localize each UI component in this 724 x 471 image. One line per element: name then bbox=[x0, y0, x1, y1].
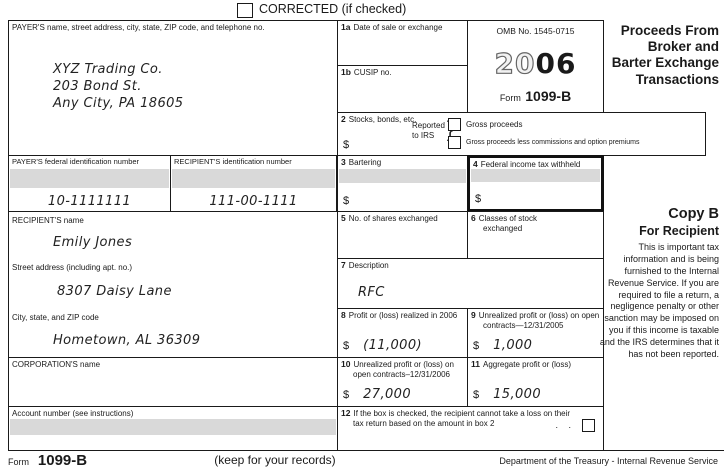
box-10-number: 10 bbox=[341, 359, 351, 369]
box-12-dots: . . bbox=[555, 420, 575, 430]
form-title-line3: Barter Exchange bbox=[611, 55, 719, 71]
box-6-label: Classes of stock exchanged bbox=[478, 214, 537, 233]
gross-proceeds-less-commissions-checkbox[interactable] bbox=[448, 136, 461, 149]
box-12-label: If the box is checked, the recipient cannot take a loss on their tax return based on the amount in box 2 bbox=[353, 409, 571, 428]
form-title-line1: Proceeds From bbox=[620, 23, 719, 38]
payer-city-value: Any City, PA 18605 bbox=[53, 96, 184, 111]
box-8-value: (11,000) bbox=[363, 338, 422, 353]
recipient-name-label: RECIPIENT'S name bbox=[12, 216, 84, 225]
box-3-label: Bartering bbox=[348, 158, 382, 167]
box-5-shares-exchanged bbox=[337, 211, 468, 259]
box-11-label: Aggregate profit or (loss) bbox=[483, 360, 572, 369]
payer-fed-id-shading bbox=[10, 169, 169, 188]
box-4-dollar-sign: $ bbox=[475, 193, 482, 205]
box-10-value: 27,000 bbox=[363, 387, 412, 402]
box-4-number: 4 bbox=[473, 159, 478, 169]
box-11-aggregate-profit bbox=[467, 357, 604, 407]
footer-keep-note: (keep for your records) bbox=[214, 453, 336, 467]
copy-b-subtitle: For Recipient bbox=[639, 224, 719, 238]
reported-line2: to IRS bbox=[412, 131, 435, 140]
box-6-number: 6 bbox=[471, 213, 476, 223]
box-7-value: RFC bbox=[358, 285, 385, 300]
recipient-id-box bbox=[170, 155, 337, 212]
box-7-label: Description bbox=[348, 261, 389, 270]
box-1b-label: CUSIP no. bbox=[353, 68, 392, 77]
copy-b-note: This is important tax information and is being furnished to the Internal Revenue Service. If you are required to file a return, a negligence penalty or other sanction may be imposed on you if this income is taxable and the IRS determines that it has not been reported. bbox=[599, 242, 719, 359]
box-2-dollar-sign: $ bbox=[343, 139, 350, 151]
box-1b-cusip bbox=[337, 65, 468, 114]
omb-number: OMB No. 1545-0715 bbox=[496, 26, 575, 36]
form-word: Form bbox=[499, 93, 521, 103]
payer-street-value: 203 Bond St. bbox=[53, 79, 142, 94]
copy-b-title: Copy B bbox=[668, 206, 719, 222]
box-1b-number: 1b bbox=[341, 67, 351, 77]
recipient-street-value: 8307 Daisy Lane bbox=[57, 284, 172, 299]
account-number-label: Account number (see instructions) bbox=[12, 409, 134, 418]
box-11-dollar-sign: $ bbox=[473, 389, 480, 401]
footer-department: Department of the Treasury - Internal Revenue Service bbox=[499, 456, 718, 466]
payer-fed-id-value: 10-1111111 bbox=[47, 194, 132, 209]
corrected-label: CORRECTED (if checked) bbox=[259, 2, 407, 16]
footer-form-id bbox=[8, 452, 87, 470]
box-9-dollar-sign: $ bbox=[473, 340, 480, 352]
box-5-number: 5 bbox=[341, 213, 346, 223]
form-number: 1099-B bbox=[525, 88, 572, 104]
recipient-street-label: Street address (including apt. no.) bbox=[12, 263, 133, 272]
box-10-label: Unrealized profit or (loss) on open contracts–12/31/2006 bbox=[353, 360, 454, 379]
payer-name-value: XYZ Trading Co. bbox=[53, 62, 163, 77]
box-5-label: No. of shares exchanged bbox=[348, 214, 438, 223]
gross-proceeds-label: Gross proceeds bbox=[466, 120, 523, 129]
recipient-name-value: Emily Jones bbox=[53, 235, 133, 250]
payer-fed-id-box bbox=[8, 155, 171, 212]
box-8-profit-realized bbox=[337, 308, 468, 358]
recipient-id-value: 111-00-1111 bbox=[209, 194, 298, 209]
box-11-number: 11 bbox=[471, 359, 480, 369]
reported-line1: Reported bbox=[412, 120, 445, 130]
form-title-line4: Transactions bbox=[635, 71, 719, 87]
form-title bbox=[579, 23, 719, 88]
box-4-label: Federal income tax withheld bbox=[480, 160, 581, 169]
footer-form-word: Form bbox=[8, 457, 29, 467]
recipient-block bbox=[8, 211, 338, 358]
box-7-number: 7 bbox=[341, 260, 346, 270]
box-11-value: 15,000 bbox=[493, 387, 542, 402]
box-3-dollar-sign: $ bbox=[343, 195, 350, 207]
box-2-label: Stocks, bonds, etc. bbox=[348, 115, 417, 124]
box-6-classes-of-stock bbox=[467, 211, 604, 259]
box-3-number: 3 bbox=[341, 157, 346, 167]
account-number-box bbox=[8, 406, 338, 451]
box-8-number: 8 bbox=[341, 310, 346, 320]
gross-proceeds-checkbox[interactable] bbox=[448, 118, 461, 131]
footer-form-number: 1099-B bbox=[37, 452, 88, 469]
payer-fed-id-label: PAYER'S federal identification number bbox=[12, 157, 140, 166]
gross-proceeds-less-commissions-label: Gross proceeds less commissions and option premiums bbox=[466, 139, 640, 146]
box-12-loss-restriction bbox=[337, 406, 604, 451]
box-2-stocks-bonds bbox=[337, 112, 706, 156]
corporation-name-label: CORPORATION'S name bbox=[12, 360, 101, 369]
box-1a-number: 1a bbox=[341, 22, 351, 32]
payer-name-label: PAYER'S name, street address, city, state, ZIP code, and telephone no. bbox=[12, 23, 265, 32]
box-2-number: 2 bbox=[341, 114, 346, 124]
tax-year-bold: 06 bbox=[535, 47, 577, 80]
box-3-shading bbox=[339, 169, 466, 183]
form-number-block bbox=[468, 88, 603, 106]
box-8-dollar-sign: $ bbox=[343, 340, 350, 352]
recipient-city-label: City, state, and ZIP code bbox=[12, 313, 99, 322]
payer-name-box bbox=[8, 20, 338, 156]
box-4-federal-tax-withheld bbox=[467, 155, 604, 212]
recipient-city-value: Hometown, AL 36309 bbox=[53, 333, 201, 348]
box-9-value: 1,000 bbox=[493, 338, 533, 353]
form-title-line2: Broker and bbox=[647, 39, 719, 55]
box-3-bartering bbox=[337, 155, 468, 212]
box-10-unrealized-2006 bbox=[337, 357, 468, 407]
recipient-id-shading bbox=[172, 169, 335, 188]
box-8-label: Profit or (loss) realized in 2006 bbox=[348, 311, 458, 320]
box-1a-label: Date of sale or exchange bbox=[353, 23, 443, 32]
account-number-shading bbox=[10, 419, 336, 435]
corrected-checkbox[interactable] bbox=[237, 3, 253, 18]
box-12-number: 12 bbox=[341, 408, 351, 418]
box-9-unrealized-2005 bbox=[467, 308, 604, 358]
box-1a-date-of-sale bbox=[337, 20, 468, 66]
tax-year-outline: 20 bbox=[494, 47, 536, 80]
box-4-shading bbox=[471, 169, 600, 182]
box-9-label: Unrealized profit or (loss) on open contracts—12/31/2005 bbox=[478, 311, 600, 330]
box-9-number: 9 bbox=[471, 310, 476, 320]
corporation-name-box bbox=[8, 357, 338, 407]
box-12-checkbox[interactable] bbox=[582, 419, 595, 432]
box-7-description bbox=[337, 258, 604, 309]
recipient-id-label: RECIPIENT'S identification number bbox=[174, 157, 292, 166]
bottom-rule bbox=[603, 450, 724, 451]
box-10-dollar-sign: $ bbox=[343, 389, 350, 401]
